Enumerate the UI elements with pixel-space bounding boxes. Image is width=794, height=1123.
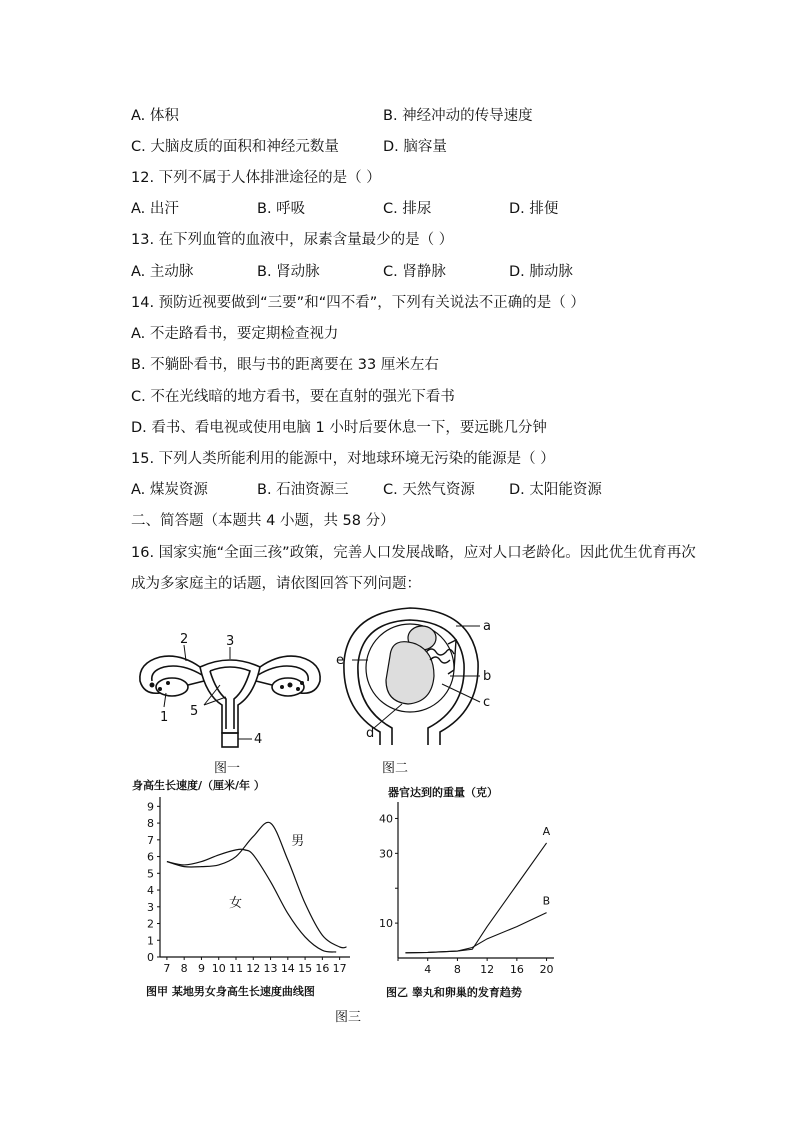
q13-option-b: B. 肾动脉 xyxy=(257,264,320,280)
q12-option-a: A. 出汗 xyxy=(131,201,179,217)
chart-a-y-tick-label: 4 xyxy=(147,884,154,898)
fig1-label-1: 1 xyxy=(160,710,169,725)
fig3-caption: 图三 xyxy=(335,1010,362,1025)
fig2-label-c: c xyxy=(483,695,491,710)
q14-option-d: D. 看书、看电视或使用电脑 1 小时后要休息一下，要远眺几分钟 xyxy=(131,420,547,436)
chart-a-x-tick-label: 17 xyxy=(332,962,347,975)
chart-a-y-tick-label: 6 xyxy=(147,850,154,864)
chart-a-x-tick-label: 8 xyxy=(180,962,188,975)
q15-option-a: A. 煤炭资源 xyxy=(131,482,208,498)
chart-b-caption: 图乙 睾丸和卵巢的发育趋势 xyxy=(386,986,522,999)
chart-a-series-line-male xyxy=(167,822,347,948)
chart-a-y-tick-label: 1 xyxy=(147,934,154,948)
chart-b-x-tick-label: 16 xyxy=(509,963,524,976)
chart-a-x-tick-label: 16 xyxy=(315,962,330,975)
section-heading: 二、简答题（本题共 4 小题，共 58 分） xyxy=(131,513,395,529)
chart-b-x-tick-label: 8 xyxy=(453,963,461,976)
q11-option-b: B. 神经冲动的传导速度 xyxy=(383,108,533,124)
q15-option-b: B. 石油资源三 xyxy=(257,482,349,498)
chart-b-title: 器官达到的重量（克） xyxy=(388,786,498,799)
chart-a-title: 身高生长速度/（厘米/年 ） xyxy=(132,779,265,792)
chart-b-y-tick-label: 10 xyxy=(379,917,393,931)
chart-b-y-tick-label: 30 xyxy=(379,847,393,861)
chart-a-y-tick-label: 5 xyxy=(147,867,154,881)
q12-option-c: C. 排尿 xyxy=(383,201,432,217)
chart-a-caption: 图甲 某地男女身高生长速度曲线图 xyxy=(146,985,315,998)
fig2-label-e: e xyxy=(336,653,344,668)
q15-option-c: C. 天然气资源 xyxy=(383,482,475,498)
chart-b-series-line-b xyxy=(405,913,546,953)
chart-a-x-tick-label: 14 xyxy=(280,962,295,975)
q13-option-d: D. 肺动脉 xyxy=(509,264,573,280)
chart-a-y-tick-label: 2 xyxy=(147,917,154,931)
q11-option-c: C. 大脑皮质的面积和神经元数量 xyxy=(131,139,339,155)
fig2-label-b: b xyxy=(483,669,492,684)
chart-a-y-tick-label: 9 xyxy=(147,800,154,814)
q14-option-b: B. 不躺卧看书，眼与书的距离要在 33 厘米左右 xyxy=(131,357,439,373)
chart-b-series-label-b: B xyxy=(542,894,551,908)
q14-option-c: C. 不在光线暗的地方看书，要在直射的强光下看书 xyxy=(131,389,455,405)
chart-organ-weight xyxy=(368,782,568,1005)
chart-a-x-tick-label: 12 xyxy=(246,962,261,975)
q12-option-b: B. 呼吸 xyxy=(257,201,306,217)
chart-a-x-tick-label: 9 xyxy=(197,962,205,975)
chart-b-series-line-a xyxy=(405,843,546,953)
chart-a-x-tick-label: 13 xyxy=(263,962,278,975)
q14-stem: 14. 预防近视要做到“三要”和“四不看”，下列有关说法不正确的是（ ） xyxy=(131,295,585,311)
q16-stem-line1: 16. 国家实施“全面三孩”政策，完善人口发展战略，应对人口老龄化。因此优生优育再次 xyxy=(131,545,696,561)
chart-b-x-tick-label: 4 xyxy=(424,963,432,976)
chart-b-x-tick-label: 20 xyxy=(539,963,554,976)
q13-option-c: C. 肾静脉 xyxy=(383,264,446,280)
q12-stem: 12. 下列不属于人体排泄途径的是（ ） xyxy=(131,170,381,186)
chart-a-y-tick-label: 3 xyxy=(147,900,154,914)
fig2-label-a: a xyxy=(483,619,491,634)
chart-height-growth xyxy=(128,775,378,1005)
figure-1-uterus-diagram xyxy=(130,625,330,755)
q13-stem: 13. 在下列血管的血液中，尿素含量最少的是（ ） xyxy=(131,232,454,248)
chart-a-x-tick-label: 11 xyxy=(229,962,243,975)
chart-a-series-label-male: 男 xyxy=(291,833,305,849)
figure-2-fetus-diagram xyxy=(330,600,500,755)
q14-option-a: A. 不走路看书，要定期检查视力 xyxy=(131,326,339,342)
q15-stem: 15. 下列人类所能利用的能源中，对地球环境无污染的能源是（ ） xyxy=(131,451,555,467)
chart-a-x-tick-label: 10 xyxy=(211,962,226,975)
chart-a-y-tick-label: 8 xyxy=(147,817,154,831)
fig1-label-3: 3 xyxy=(226,634,235,649)
q16-stem-line2: 成为多家庭主的话题，请依图回答下列问题： xyxy=(131,576,421,592)
q12-option-d: D. 排便 xyxy=(509,201,559,217)
chart-a-y-tick-label: 0 xyxy=(147,951,154,964)
chart-a-series-line-female xyxy=(167,849,336,952)
chart-b-series-label-a: A xyxy=(542,824,551,838)
chart-b-x-tick-label: 12 xyxy=(480,963,495,976)
q15-option-d: D. 太阳能资源 xyxy=(509,482,602,498)
q13-option-a: A. 主动脉 xyxy=(131,264,194,280)
fig1-label-4: 4 xyxy=(254,732,263,747)
chart-a-x-tick-label: 7 xyxy=(163,962,171,975)
fig2-caption: 图二 xyxy=(382,761,409,776)
chart-a-y-tick-label: 7 xyxy=(147,833,154,847)
q11-option-a: A. 体积 xyxy=(131,108,179,124)
q11-option-d: D. 脑容量 xyxy=(383,139,447,155)
fig1-caption: 图一 xyxy=(214,761,241,776)
fig1-label-5: 5 xyxy=(190,704,199,719)
chart-a-x-tick-label: 15 xyxy=(298,962,313,975)
chart-a-series-label-female: 女 xyxy=(229,895,243,911)
chart-b-y-tick-label: 40 xyxy=(379,812,393,826)
fig2-label-d: d xyxy=(366,726,375,741)
fig1-label-2: 2 xyxy=(180,632,189,647)
